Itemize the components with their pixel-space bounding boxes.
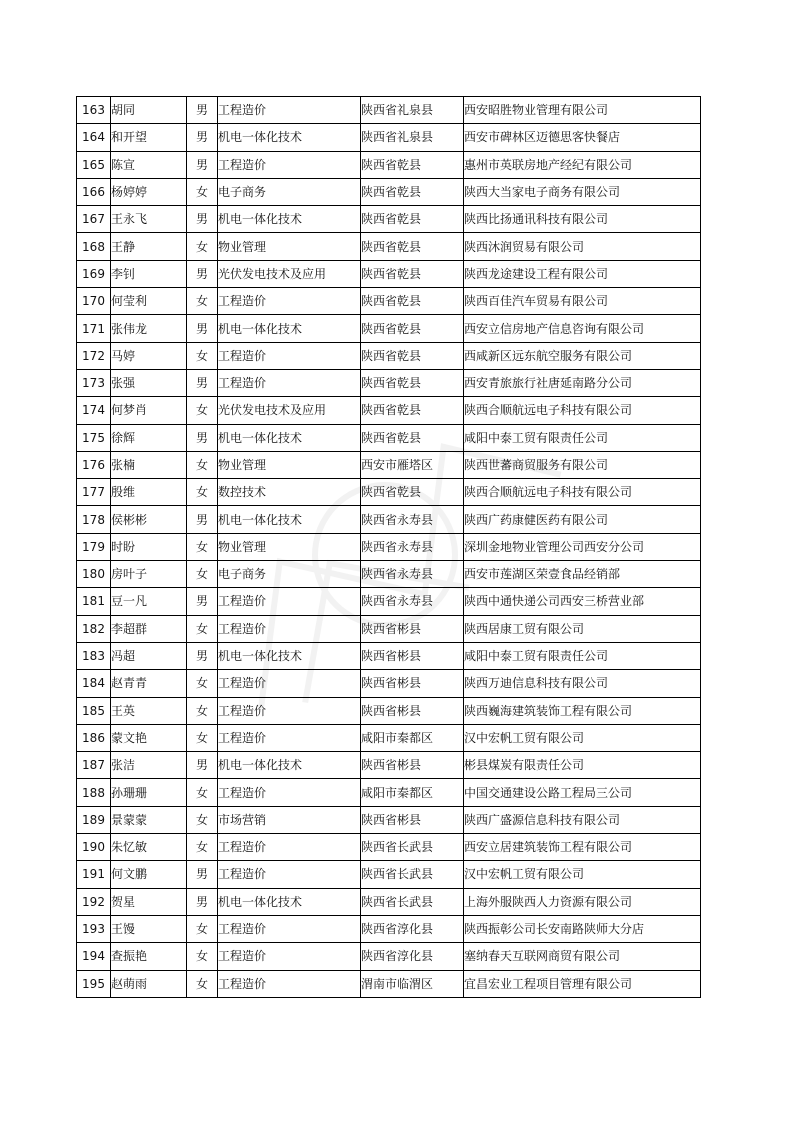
origin-place-cell: 陕西省乾县 [361, 397, 464, 424]
employer-company-cell: 陕西合顺航远电子科技有限公司 [464, 479, 701, 506]
row-number-cell: 191 [77, 861, 111, 888]
origin-place-cell: 陕西省乾县 [361, 424, 464, 451]
employer-company-cell: 陕西巍海建筑装饰工程有限公司 [464, 697, 701, 724]
employer-company-cell: 西安市莲湖区荣壹食品经销部 [464, 561, 701, 588]
gender-cell: 男 [187, 888, 218, 915]
student-name-cell: 何梦肖 [111, 397, 187, 424]
origin-place-cell: 陕西省淳化县 [361, 943, 464, 970]
table-row [77, 233, 701, 260]
table-row [77, 124, 701, 151]
student-name-cell: 查振艳 [111, 943, 187, 970]
origin-place-cell: 陕西省乾县 [361, 151, 464, 178]
origin-place-cell: 陕西省乾县 [361, 233, 464, 260]
employer-company-cell: 上海外服陕西人力资源有限公司 [464, 888, 701, 915]
major-cell: 电子商务 [218, 178, 361, 205]
major-cell: 工程造价 [218, 861, 361, 888]
student-name-cell: 殷维 [111, 479, 187, 506]
row-number-cell: 181 [77, 588, 111, 615]
employer-company-cell: 陕西沐润贸易有限公司 [464, 233, 701, 260]
origin-place-cell: 陕西省彬县 [361, 752, 464, 779]
student-name-cell: 朱忆敏 [111, 834, 187, 861]
table-row [77, 888, 701, 915]
gender-cell: 男 [187, 260, 218, 287]
row-number-cell: 167 [77, 206, 111, 233]
student-name-cell: 房叶子 [111, 561, 187, 588]
employer-company-cell: 塞纳春天互联网商贸有限公司 [464, 943, 701, 970]
row-number-cell: 193 [77, 915, 111, 942]
major-cell: 机电一体化技术 [218, 124, 361, 151]
row-number-cell: 185 [77, 697, 111, 724]
gender-cell: 女 [187, 479, 218, 506]
major-cell: 工程造价 [218, 342, 361, 369]
gender-cell: 女 [187, 178, 218, 205]
gender-cell: 女 [187, 943, 218, 970]
major-cell: 工程造价 [218, 97, 361, 124]
major-cell: 工程造价 [218, 151, 361, 178]
origin-place-cell: 陕西省乾县 [361, 315, 464, 342]
row-number-cell: 163 [77, 97, 111, 124]
origin-place-cell: 陕西省乾县 [361, 206, 464, 233]
major-cell: 机电一体化技术 [218, 752, 361, 779]
employer-company-cell: 中国交通建设公路工程局三公司 [464, 779, 701, 806]
student-name-cell: 王静 [111, 233, 187, 260]
employer-company-cell: 陕西合顺航远电子科技有限公司 [464, 397, 701, 424]
table-row [77, 369, 701, 396]
table-row [77, 915, 701, 942]
gender-cell: 男 [187, 369, 218, 396]
table-row [77, 97, 701, 124]
student-name-cell: 徐辉 [111, 424, 187, 451]
table-row [77, 834, 701, 861]
table-row [77, 861, 701, 888]
major-cell: 数控技术 [218, 479, 361, 506]
origin-place-cell: 陕西省长武县 [361, 834, 464, 861]
employer-company-cell: 西咸新区远东航空服务有限公司 [464, 342, 701, 369]
student-name-cell: 王永飞 [111, 206, 187, 233]
table-row [77, 806, 701, 833]
origin-place-cell: 陕西省永寿县 [361, 588, 464, 615]
table-row [77, 151, 701, 178]
table-row [77, 970, 701, 997]
student-name-cell: 和开望 [111, 124, 187, 151]
origin-place-cell: 咸阳市秦都区 [361, 779, 464, 806]
origin-place-cell: 陕西省长武县 [361, 861, 464, 888]
origin-place-cell: 陕西省礼泉县 [361, 124, 464, 151]
graduate-roster-table [76, 96, 701, 998]
gender-cell: 男 [187, 861, 218, 888]
table-row [77, 561, 701, 588]
gender-cell: 女 [187, 834, 218, 861]
table-row [77, 206, 701, 233]
employer-company-cell: 陕西居康工贸有限公司 [464, 615, 701, 642]
major-cell: 工程造价 [218, 288, 361, 315]
student-name-cell: 李钊 [111, 260, 187, 287]
gender-cell: 男 [187, 588, 218, 615]
origin-place-cell: 陕西省礼泉县 [361, 97, 464, 124]
origin-place-cell: 渭南市临渭区 [361, 970, 464, 997]
student-name-cell: 陈宣 [111, 151, 187, 178]
employer-company-cell: 西安立信房地产信息咨询有限公司 [464, 315, 701, 342]
table-row [77, 315, 701, 342]
origin-place-cell: 陕西省彬县 [361, 642, 464, 669]
row-number-cell: 183 [77, 642, 111, 669]
table-row [77, 342, 701, 369]
table-row [77, 752, 701, 779]
major-cell: 电子商务 [218, 561, 361, 588]
table-row [77, 451, 701, 478]
row-number-cell: 194 [77, 943, 111, 970]
row-number-cell: 188 [77, 779, 111, 806]
origin-place-cell: 陕西省淳化县 [361, 915, 464, 942]
major-cell: 市场营销 [218, 806, 361, 833]
employer-company-cell: 陕西大当家电子商务有限公司 [464, 178, 701, 205]
gender-cell: 男 [187, 315, 218, 342]
employer-company-cell: 陕西世蕃商贸服务有限公司 [464, 451, 701, 478]
origin-place-cell: 陕西省乾县 [361, 369, 464, 396]
row-number-cell: 186 [77, 724, 111, 751]
student-name-cell: 何文鹏 [111, 861, 187, 888]
row-number-cell: 182 [77, 615, 111, 642]
major-cell: 工程造价 [218, 588, 361, 615]
employer-company-cell: 陕西广药康健医药有限公司 [464, 506, 701, 533]
student-name-cell: 胡同 [111, 97, 187, 124]
row-number-cell: 171 [77, 315, 111, 342]
origin-place-cell: 陕西省乾县 [361, 178, 464, 205]
row-number-cell: 166 [77, 178, 111, 205]
gender-cell: 女 [187, 561, 218, 588]
row-number-cell: 184 [77, 670, 111, 697]
student-name-cell: 贺星 [111, 888, 187, 915]
major-cell: 工程造价 [218, 970, 361, 997]
table-row [77, 642, 701, 669]
table-row [77, 533, 701, 560]
student-name-cell: 赵萌雨 [111, 970, 187, 997]
origin-place-cell: 陕西省永寿县 [361, 561, 464, 588]
major-cell: 光伏发电技术及应用 [218, 397, 361, 424]
row-number-cell: 175 [77, 424, 111, 451]
table-row [77, 943, 701, 970]
table-row [77, 779, 701, 806]
gender-cell: 女 [187, 397, 218, 424]
employer-company-cell: 陕西百佳汽车贸易有限公司 [464, 288, 701, 315]
row-number-cell: 170 [77, 288, 111, 315]
gender-cell: 女 [187, 779, 218, 806]
origin-place-cell: 陕西省彬县 [361, 697, 464, 724]
gender-cell: 女 [187, 670, 218, 697]
major-cell: 工程造价 [218, 369, 361, 396]
student-name-cell: 张伟龙 [111, 315, 187, 342]
roster-body [77, 97, 701, 998]
table-row [77, 506, 701, 533]
gender-cell: 女 [187, 915, 218, 942]
student-name-cell: 景蒙蒙 [111, 806, 187, 833]
employer-company-cell: 陕西万迪信息科技有限公司 [464, 670, 701, 697]
row-number-cell: 189 [77, 806, 111, 833]
student-name-cell: 蒙文艳 [111, 724, 187, 751]
row-number-cell: 180 [77, 561, 111, 588]
row-number-cell: 195 [77, 970, 111, 997]
employer-company-cell: 汉中宏帆工贸有限公司 [464, 861, 701, 888]
origin-place-cell: 陕西省彬县 [361, 670, 464, 697]
major-cell: 工程造价 [218, 943, 361, 970]
gender-cell: 女 [187, 233, 218, 260]
major-cell: 工程造价 [218, 779, 361, 806]
major-cell: 机电一体化技术 [218, 642, 361, 669]
table-row [77, 697, 701, 724]
major-cell: 工程造价 [218, 915, 361, 942]
row-number-cell: 187 [77, 752, 111, 779]
gender-cell: 男 [187, 642, 218, 669]
employer-company-cell: 陕西广盛源信息科技有限公司 [464, 806, 701, 833]
major-cell: 工程造价 [218, 834, 361, 861]
employer-company-cell: 宜昌宏业工程项目管理有限公司 [464, 970, 701, 997]
gender-cell: 女 [187, 970, 218, 997]
student-name-cell: 豆一凡 [111, 588, 187, 615]
major-cell: 物业管理 [218, 451, 361, 478]
major-cell: 物业管理 [218, 533, 361, 560]
major-cell: 机电一体化技术 [218, 424, 361, 451]
gender-cell: 男 [187, 97, 218, 124]
student-name-cell: 冯超 [111, 642, 187, 669]
employer-company-cell: 陕西龙途建设工程有限公司 [464, 260, 701, 287]
row-number-cell: 165 [77, 151, 111, 178]
table-row [77, 260, 701, 287]
student-name-cell: 王英 [111, 697, 187, 724]
student-name-cell: 何莹利 [111, 288, 187, 315]
origin-place-cell: 咸阳市秦都区 [361, 724, 464, 751]
employer-company-cell: 咸阳中泰工贸有限责任公司 [464, 424, 701, 451]
student-name-cell: 张楠 [111, 451, 187, 478]
student-name-cell: 王馒 [111, 915, 187, 942]
gender-cell: 男 [187, 752, 218, 779]
major-cell: 工程造价 [218, 670, 361, 697]
row-number-cell: 172 [77, 342, 111, 369]
row-number-cell: 168 [77, 233, 111, 260]
table-row [77, 479, 701, 506]
gender-cell: 女 [187, 806, 218, 833]
origin-place-cell: 陕西省永寿县 [361, 506, 464, 533]
employer-company-cell: 深圳金地物业管理公司西安分公司 [464, 533, 701, 560]
gender-cell: 女 [187, 615, 218, 642]
student-name-cell: 孙珊珊 [111, 779, 187, 806]
student-name-cell: 时盼 [111, 533, 187, 560]
row-number-cell: 179 [77, 533, 111, 560]
gender-cell: 男 [187, 124, 218, 151]
row-number-cell: 190 [77, 834, 111, 861]
row-number-cell: 176 [77, 451, 111, 478]
major-cell: 机电一体化技术 [218, 206, 361, 233]
student-name-cell: 张洁 [111, 752, 187, 779]
student-name-cell: 马婷 [111, 342, 187, 369]
origin-place-cell: 西安市雁塔区 [361, 451, 464, 478]
gender-cell: 男 [187, 151, 218, 178]
major-cell: 机电一体化技术 [218, 315, 361, 342]
major-cell: 机电一体化技术 [218, 506, 361, 533]
table-row [77, 724, 701, 751]
employer-company-cell: 汉中宏帆工贸有限公司 [464, 724, 701, 751]
row-number-cell: 173 [77, 369, 111, 396]
major-cell: 工程造价 [218, 615, 361, 642]
gender-cell: 男 [187, 424, 218, 451]
gender-cell: 男 [187, 206, 218, 233]
origin-place-cell: 陕西省永寿县 [361, 533, 464, 560]
gender-cell: 男 [187, 506, 218, 533]
employer-company-cell: 西安昭胜物业管理有限公司 [464, 97, 701, 124]
student-name-cell: 赵青青 [111, 670, 187, 697]
table-row [77, 397, 701, 424]
origin-place-cell: 陕西省乾县 [361, 288, 464, 315]
gender-cell: 女 [187, 288, 218, 315]
major-cell: 机电一体化技术 [218, 888, 361, 915]
major-cell: 工程造价 [218, 724, 361, 751]
gender-cell: 女 [187, 724, 218, 751]
row-number-cell: 169 [77, 260, 111, 287]
origin-place-cell: 陕西省彬县 [361, 615, 464, 642]
origin-place-cell: 陕西省乾县 [361, 479, 464, 506]
employer-company-cell: 陕西比扬通讯科技有限公司 [464, 206, 701, 233]
employer-company-cell: 咸阳中泰工贸有限责任公司 [464, 642, 701, 669]
major-cell: 物业管理 [218, 233, 361, 260]
employer-company-cell: 彬县煤炭有限责任公司 [464, 752, 701, 779]
student-name-cell: 张强 [111, 369, 187, 396]
gender-cell: 女 [187, 451, 218, 478]
student-name-cell: 李超群 [111, 615, 187, 642]
employer-company-cell: 西安青旅旅行社唐延南路分公司 [464, 369, 701, 396]
employer-company-cell: 陕西中通快递公司西安三桥营业部 [464, 588, 701, 615]
employer-company-cell: 惠州市英联房地产经纪有限公司 [464, 151, 701, 178]
row-number-cell: 177 [77, 479, 111, 506]
major-cell: 工程造价 [218, 697, 361, 724]
employer-company-cell: 西安立居建筑装饰工程有限公司 [464, 834, 701, 861]
table-row [77, 288, 701, 315]
table-row [77, 670, 701, 697]
origin-place-cell: 陕西省长武县 [361, 888, 464, 915]
row-number-cell: 174 [77, 397, 111, 424]
table-row [77, 588, 701, 615]
gender-cell: 女 [187, 697, 218, 724]
student-name-cell: 杨婷婷 [111, 178, 187, 205]
row-number-cell: 178 [77, 506, 111, 533]
table-row [77, 178, 701, 205]
major-cell: 光伏发电技术及应用 [218, 260, 361, 287]
origin-place-cell: 陕西省彬县 [361, 806, 464, 833]
employer-company-cell: 西安市碑林区迈德思客快餐店 [464, 124, 701, 151]
table-row [77, 424, 701, 451]
origin-place-cell: 陕西省乾县 [361, 342, 464, 369]
origin-place-cell: 陕西省乾县 [361, 260, 464, 287]
table-row [77, 615, 701, 642]
row-number-cell: 192 [77, 888, 111, 915]
gender-cell: 女 [187, 533, 218, 560]
gender-cell: 女 [187, 342, 218, 369]
student-name-cell: 侯彬彬 [111, 506, 187, 533]
employer-company-cell: 陕西振彰公司长安南路陕师大分店 [464, 915, 701, 942]
row-number-cell: 164 [77, 124, 111, 151]
